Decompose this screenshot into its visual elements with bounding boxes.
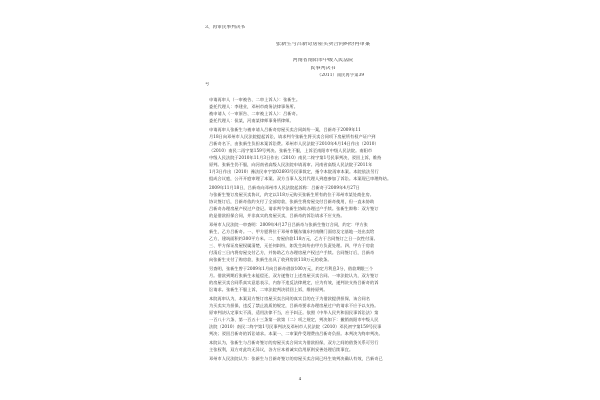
paragraph-line: 委托代理人：李建业，邓州市商务法律事务所。 (209, 104, 298, 109)
paragraph-line: 吕新奇办理房屋产权过户登记。请求判令张新生协助办理过户手续。张新生辩称：双方签订 (209, 206, 379, 211)
document-type: 民事判决书 (310, 66, 336, 71)
paragraph-line: 法院（2010）南民二终字第1号民事判决及邓州市人民法院（2010）邓民初字第159号民事 (209, 324, 382, 329)
paragraph-line: 的房屋买卖合同系真实意思表示，内容不违反法律规定，应为有效，遂判决支持吕新奇的诉 (209, 280, 379, 285)
paragraph-line: 付清后三日内将房屋交付乙方，并协助乙方办理房屋产权过户手续。合同签订后，吕新奇 (209, 250, 375, 255)
section-heading: 3、再审民事判决书 (205, 25, 246, 30)
paragraph-line: 乙方，建筑面积约300平方米。二、房屋价款118万元，乙方于合同签订之日一次性付清。 (209, 236, 378, 241)
case-number: （2011）南民再字第39 (317, 73, 365, 78)
paragraph-line: 与张新生签订房屋买卖协议，约定以118万元购买张新生所有的位于邓州市某处商住房。 (209, 192, 374, 197)
paragraph-line: 讼请求。张新生不服上诉，二审法院判决驳回上诉，维持原判。 (209, 287, 328, 292)
document-title: 张新生与吕新奇房屋买卖合同纠纷再审案 (275, 42, 371, 47)
paragraph-line: 另查明，张新生曾于2009年1月向吕新奇借款100万元，约定月利息3分，借款期限三个 (209, 266, 374, 271)
paragraph-line: 新生，乙方吕新奇。一、甲方愿将位于邓州市穰东镇东村南侧门面房及宅基地一处出卖给 (209, 229, 375, 234)
paragraph-line: 申请再审人张新生与被申请人吕新奇房屋买卖合同纠纷一案，吕新奇于2009年11 (209, 127, 361, 132)
paragraph-line: 被申请人（一审原告、二审被上诉人）：吕新奇。 (209, 111, 301, 116)
paragraph-line: 委托代理人：侯某，河南某律师事务所律师。 (209, 118, 294, 123)
paragraph-line: 一百八十六条、第一百五十三条第一款第（二）项之规定，判决如下：撤销南阳市中级人民 (209, 317, 379, 322)
paragraph-line: 向张新生支付了购房款，张新生出具了收到房款118万元的收条。 (209, 257, 332, 262)
paragraph-line: 邓州市人民法院一审查明：2009年4月27日吕新奇与张新生签订合同，约定：甲方张 (209, 222, 368, 227)
paragraph-line: 主张权利，双方对此均无异议，各方应本着诚实信用原则妥善处理后续事宜。 (209, 347, 354, 352)
paragraph-line: 月。借款到期后张新生未能偿还，双方遂签订上述房屋买卖合同。一审法院认为，双方签订 (209, 273, 379, 278)
paragraph-line: 2009年11月18日，吕新奇向邓州市人民法院起诉称：吕新奇于2009年4月27日 (209, 185, 360, 190)
paragraph-line: 三、甲方保证房屋权属清楚，无任何纠纷，如发生纠纷由甲方负责处理。四、甲方于房款 (209, 243, 375, 248)
paragraph-line: 月18日向邓州市人民法院提起诉讼，请求判令张新生将买卖合同项下房屋所有权产证户到 (209, 134, 376, 139)
paragraph-line: 原判。张新生仍不服，向河南省高级人民法院申请再审。河南省高级人民法院于2011年 (209, 162, 373, 167)
paragraph-line: 本院认为，张新生与吕新奇签订的房屋买卖合同实为借款担保，双方之间的借贷关系可另行 (209, 340, 379, 345)
paragraph-line: 吕新奇名下，由张新生负担本案诉讼费。邓州市人民法院于2010年4月14日作出（2010） (209, 141, 379, 146)
page-number: 4 (298, 376, 302, 381)
paragraph-line: 的是借款担保合同，并非真实的房屋买卖，吕新奇的诉讼请求不应支持。 (209, 213, 345, 218)
paragraph-line: 1月3日作出（2010）豫法民申字第02693号民事裁定，指令本院再审本案。本院依法另行 (209, 169, 379, 174)
paragraph-line: 中级人民法院于2010年11月3日作出（2010）南民二终字第1号民事判决，驳回上诉，维持 (209, 155, 382, 160)
paragraph-line: 协议签订后，吕新奇依约支付了全部房款，张新生将房屋交付吕新奇使用，但一直未协助 (209, 199, 375, 204)
paragraph-line: 原审判决认定事实不清，适用法律不当，应予纠正。依照《中华人民共和国民事诉讼法》第 (209, 310, 379, 315)
paragraph-line: 邓州市人民法院认为：张新生与吕新奇签订的房屋买卖合同已经生效判决确认有效，吕新奇已 (209, 356, 383, 361)
paragraph-line: 申请再审人（一审被告、二审上诉人）：张新生。 (209, 97, 301, 102)
paragraph-line: 判决；驳回吕新奇的诉讼请求。本案一、二审案件受理费由吕新奇负担。本判决为终审判决。 (209, 331, 383, 336)
paragraph-line: （2010）南民二再字第159号判决。张新生不服，上诉至南阳市中级人民法院。南阳市 (209, 148, 373, 153)
paragraph-line: 为买卖实为担保，违反了禁止流质的规定，吕新奇要求办理房屋过户的请求不应予以支持。 (209, 303, 379, 308)
paragraph-line: 组成合议庭，公开开庭审理了本案。双方当事人及其代理人到庭参加了诉讼。本案现已审理终结。 (209, 176, 392, 181)
court-name: 河南省南阳市中级人民法院 (292, 58, 354, 63)
case-number-suffix: 号 (205, 82, 210, 87)
paragraph-line: 本院再审认为，本案双方签订房屋买卖合同的真实目的在于为借款提供担保，该合同名 (209, 296, 371, 301)
